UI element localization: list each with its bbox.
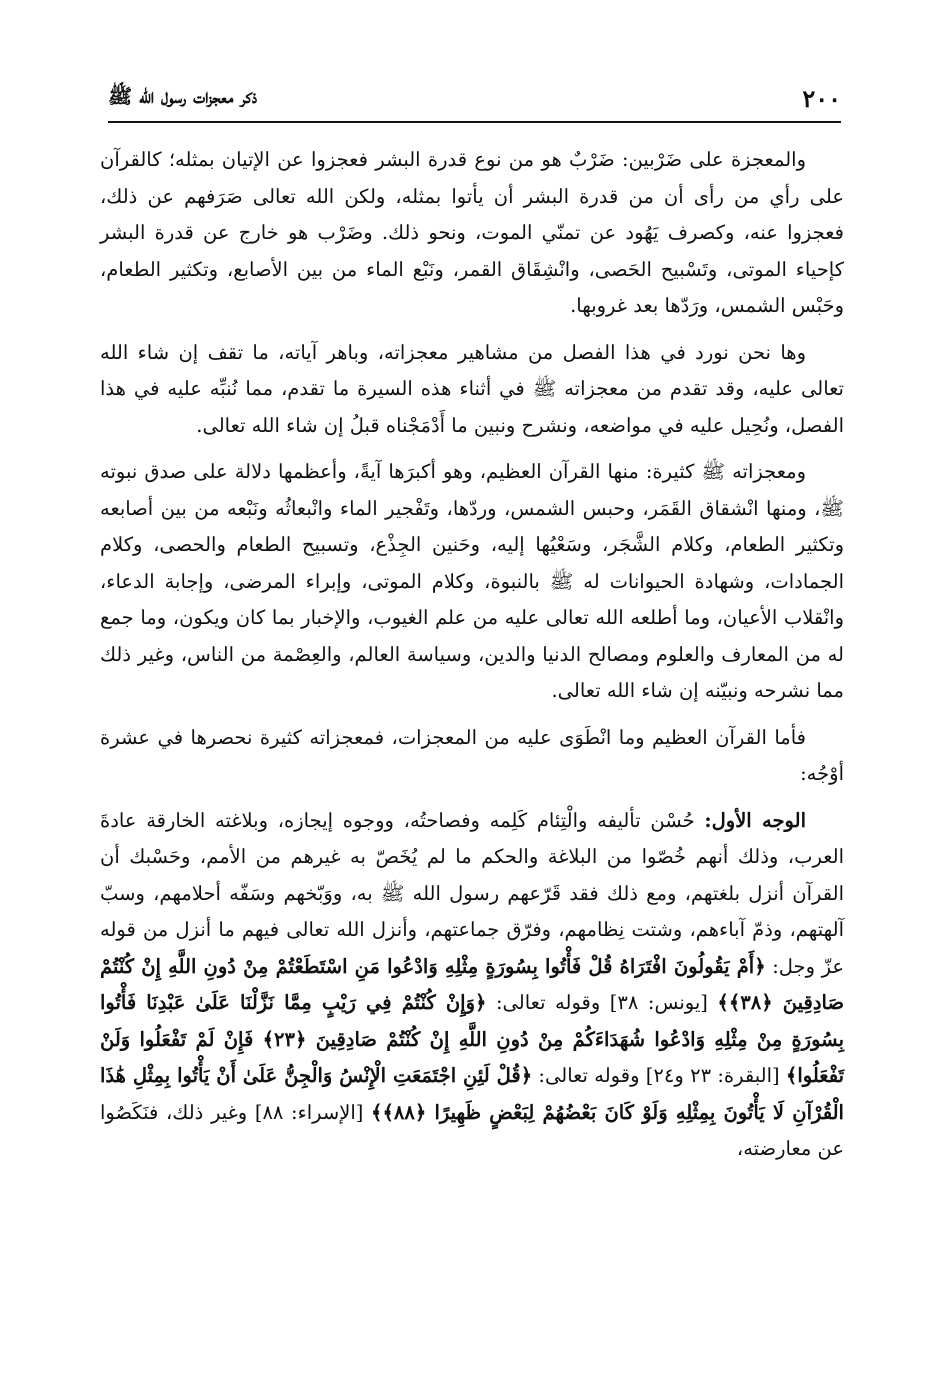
- quran-verse-isra: ﴿قُلْ لَئِنِ اجْتَمَعَتِ الْإِنْسُ وَالْجِنُّ عَلَىٰ أَنْ يَأْتُوا بِمِثْلِ هَٰذَا الْقُرْآنِ لَا يَأْتُونَ بِمِثْلِهِ وَلَوْ كَانَ بَعْضُهُمْ لِبَعْضٍ ظَهِيرًا ﴿٨٨﴾﴾: [100, 1064, 844, 1124]
- running-title: ذكر معجزات رسول الله ﷺ: [108, 84, 258, 108]
- page-number: ٢٠٠: [802, 84, 841, 113]
- first-aspect-heading: الوجه الأول:: [704, 808, 806, 832]
- verse-reference-baqarah: [البقرة: ٢٣ و٢٤] وقوله تعالى:: [532, 1064, 786, 1087]
- paragraph-first-aspect: [100, 803, 844, 1168]
- quran-verse-yunus: ﴿أَمْ يَقُولُونَ افْتَرَاهُ قُلْ فَأْتُوا بِسُورَةٍ مِثْلِهِ وَادْعُوا مَنِ اسْتَطَعْتُمْ مِنْ دُونِ اللَّهِ إِنْ كُنْتُمْ صَادِقِينَ ﴿٣٨﴾﴾: [100, 954, 845, 1014]
- paragraph-quran-aspects: فأما القرآن العظيم وما انْطَوَى عليه من المعجزات، فمعجزاته كثيرة نحصرها في عشرة أوْجُه:: [100, 725, 844, 785]
- paragraph-miracle-types: والمعجزة على ضَرْبين: ضَرْبٌ هو من نوع قدرة البشر فعجزوا عن الإتيان بمثله؛ كالقرآن على رأي من رأى أن من قدرة البشر أن يأتوا بمثله، ولكن الله تعالى صَرَفهم عن ذلك، فعجزوا عنه، وكصرف يَهُود عن تمنّي الموت، ونحو ذلك. وضَرْب هو خارج عن قدرة البشر كإحياء الموتى، وتَسْبيح الحَصى، وانْشِقَاق القمر، ونَبْع الماء من بين الأصابع، وتكثير الطعام، وحَبْس الشمس، ورَدّها بعد غروبها.: [100, 148, 844, 317]
- verse-reference-isra: [الإسراء: ٨٨] وغير ذلك، فنَكَصُوا عن معارضته،: [100, 1100, 844, 1160]
- page-body: [100, 142, 844, 1174]
- first-aspect-text: حُسْن تأليفه والْتِئام كَلِمه وفصاحتُه، ووجوه إيجازه، وبلاغته الخارقة عادةَ العرب، وذلك أنهم خُصّوا من البلاغة والحكم ما لم يُخَصّ به غيرهم من الأمم، وحَسْبك أن القرآن أنزل بلغتهم، ومع ذلك فقد قَرّعهم رسول الله ﷺ به، ووَبّخهم وسَفّه أحلامهم، وسبّ آلهتهم، وذمّ آباءهم، وشتت نِظامهم، وفرّق جماعتهم، وأنزل الله تعالى فيهم ما أنزل من قوله عزّ وجل:: [100, 808, 844, 978]
- header-rule: [108, 121, 841, 123]
- quran-verse-baqarah: ﴿وَإِنْ كُنْتُمْ فِي رَيْبٍ مِمَّا نَزَّلْنَا عَلَىٰ عَبْدِنَا فَأْتُوا بِسُورَةٍ مِنْ مِثْلِهِ وَادْعُوا شُهَدَاءَكُمْ مِنْ دُونِ اللَّهِ إِنْ كُنْتُمْ صَادِقِينَ ﴿٢٣﴾ فَإِنْ لَمْ تَفْعَلُوا وَلَنْ تَفْعَلُوا﴾: [100, 991, 844, 1087]
- paragraph-chapter-intro: وها نحن نورد في هذا الفصل من مشاهير معجزاته، وباهر آياته، ما تقف إن شاء الله تعالى عليه، وقد تقدم من معجزاته ﷺ في أثناء هذه السيرة ما تقدم، مما نُنبِّه عليه في هذا الفصل، ونُحِيل عليه في مواضعه، ونشرح ونبين ما أَدْمَجْناه قبلُ إن شاء الله تعالى.: [100, 340, 844, 437]
- page-header: [108, 80, 841, 116]
- paragraph-miracles-list: ومعجزاته ﷺ كثيرة: منها القرآن العظيم، وهو أكبرَها آيةً، وأعظمها دلالة على صدق نبوته ﷺ، ومنها انْشقاق القَمَر، وحبس الشمس، وردّها، وتَفْجير الماء وانْبعاثُه ونَبْعه من بين أصابعه وتكثير الطعام، وكلام الشَّجَر، وسَعْيُها إليه، وحَنين الجِذْع، وتسبيح الطعام والحصى، وكلام الجمادات، وشهادة الحيوانات له ﷺ بالنبوة، وكلام الموتى، وإبراء المرضى، وإجابة الدعاء، وانْقلاب الأعيان، وما أطلعه الله تعالى عليه من علم الغيوب، والإخبار بما كان ويكون، وما جمع له من المعارف والعلوم ومصالح الدنيا والدين، وسياسة العالم، والعِصْمة من الناس، وغير ذلك مما نشرحه ونبيّنه إن شاء الله تعالى.: [100, 460, 844, 702]
- verse-reference-yunus: [يونس: ٣٨] وقوله تعالى:: [486, 991, 718, 1014]
